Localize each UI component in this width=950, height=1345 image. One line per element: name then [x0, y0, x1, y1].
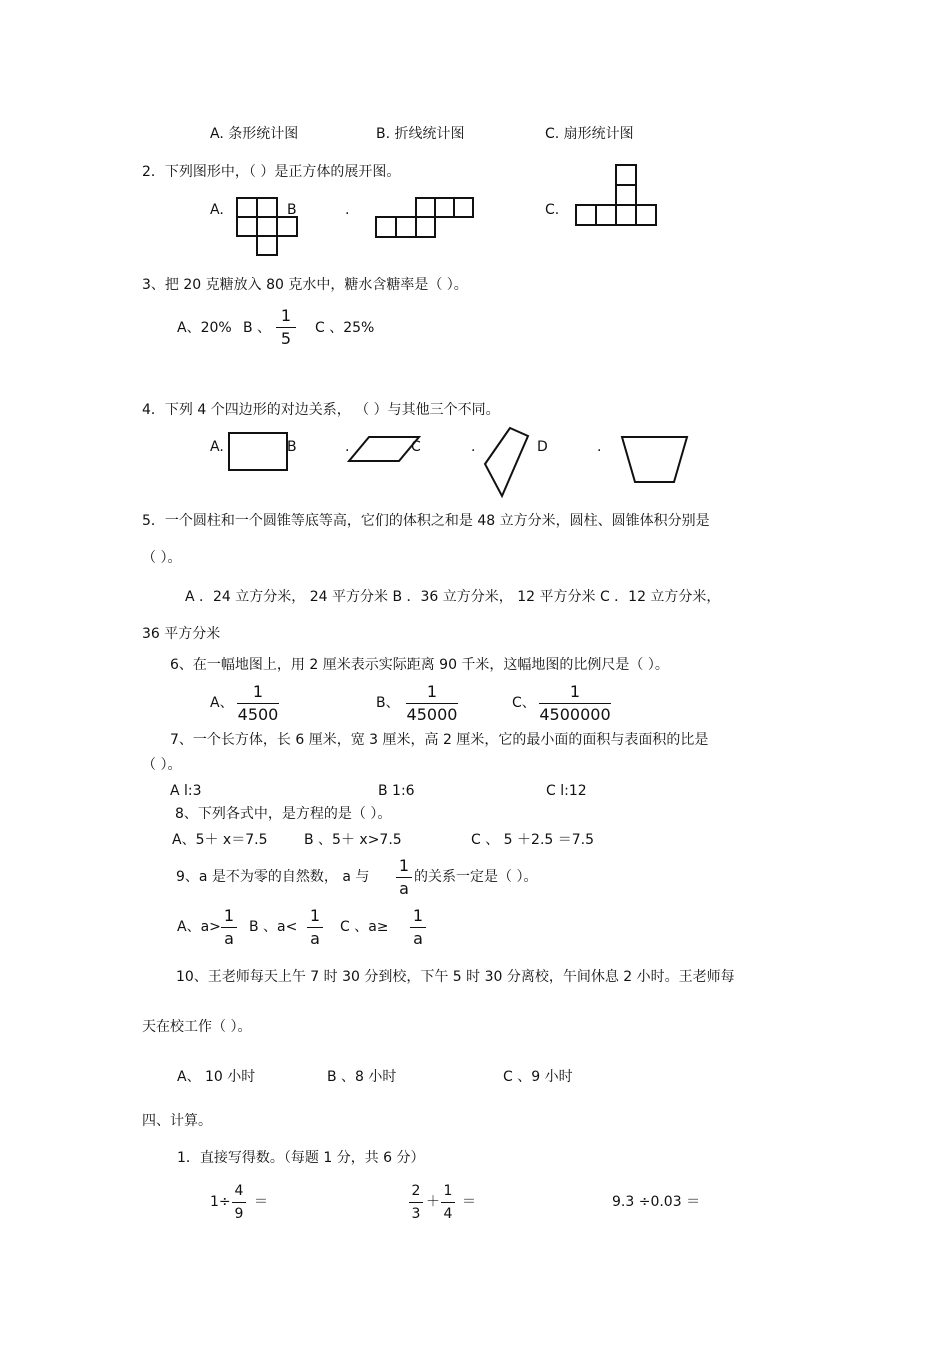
q9-option-a-fraction: [221, 907, 237, 948]
fraction-num: 1: [252, 682, 264, 701]
fraction-num: 1: [309, 906, 321, 925]
q4-rectangle: [228, 432, 290, 472]
fraction-den: 4: [443, 1206, 453, 1222]
fraction-bar: [276, 327, 296, 328]
q4-dot-1: .: [345, 439, 350, 455]
q8-option-b: B 、5＋ x>7.5: [304, 832, 402, 848]
q9-option-c: C 、a≥: [340, 919, 389, 935]
fraction-bar: [409, 1202, 423, 1203]
q3-option-b: B 、: [243, 320, 272, 336]
fraction-bar: [307, 927, 323, 928]
q3-option-c: C 、25%: [315, 320, 375, 336]
fraction-bar: [396, 877, 412, 878]
q9-option-b-fraction: [307, 907, 323, 948]
q8-option-c: C 、 5 ＋2.5 ＝7.5: [471, 832, 595, 848]
fraction-num: 1: [398, 856, 410, 875]
q3-fraction-den: 5: [280, 329, 292, 348]
q4-dot-2: .: [471, 439, 476, 455]
q6-option-b-label: B、: [376, 695, 400, 711]
q3-stem: 3、把 20 克糖放入 80 克水中，糖水含糖率是（ ）。: [142, 277, 468, 293]
q6-option-c-label: C、: [512, 695, 536, 711]
fraction-den: a: [413, 929, 423, 948]
q1-option-c: C. 扇形统计图: [545, 126, 634, 142]
q4-label-d: D: [537, 439, 548, 455]
fraction-bar: [221, 927, 237, 928]
q7-option-c: C l:12: [546, 783, 587, 799]
q7-option-b: B 1:6: [378, 783, 415, 799]
fraction-den: 4500: [237, 705, 279, 724]
q3-fraction-num: 1: [280, 306, 292, 325]
fraction-den: 45000: [406, 705, 458, 724]
q3-fraction: [276, 307, 296, 348]
q6-stem: 6、在一幅地图上，用 2 厘米表示实际距离 90 千米，这幅地图的比例尺是（ ）。: [170, 657, 669, 673]
q10-option-a: A、 10 小时: [177, 1069, 256, 1085]
q9-stem-pre: 9、a 是不为零的自然数， a 与: [176, 869, 370, 885]
fraction-bar: [237, 703, 279, 704]
q4-trapezoid: [620, 435, 690, 485]
calc-1-fraction: [232, 1182, 246, 1223]
fraction-num: 1: [569, 682, 581, 701]
fraction-den: a: [310, 929, 320, 948]
fraction-num: 2: [411, 1183, 421, 1199]
q8-stem: 8、下列各式中，是方程的是（ ）。: [175, 806, 392, 822]
q7-option-a: A l:3: [170, 783, 202, 799]
q2-net-b: [375, 197, 475, 239]
fraction-den: a: [399, 879, 409, 898]
q2-stem: 2．下列图形中，（ ）是正方体的展开图。: [142, 164, 401, 180]
fraction-bar: [406, 703, 458, 704]
q6-option-b-fraction: [406, 683, 458, 724]
fraction-bar: [410, 927, 426, 928]
q3-option-a: A、20%: [177, 320, 232, 336]
calc-3: 9.3 ÷0.03 ＝: [612, 1194, 701, 1210]
fraction-num: 1: [443, 1183, 453, 1199]
q4-stem: 4．下列 4 个四边形的对边关系， （ ）与其他三个不同。: [142, 402, 500, 418]
q9-option-c-fraction: [410, 907, 426, 948]
fraction-den: 4500000: [539, 705, 611, 724]
q9-option-b: B 、a<: [249, 919, 298, 935]
fraction-num: 1: [223, 906, 235, 925]
calc-2-plus: ＋: [426, 1194, 440, 1210]
q8-option-a: A、5＋ x＝7.5: [172, 832, 268, 848]
q10-line-1: 10、王老师每天上午 7 时 30 分到校，下午 5 时 30 分离校，午间休息 2 小时。王老师每: [176, 969, 735, 985]
fraction-den: a: [224, 929, 234, 948]
q1-option-b: B. 折线统计图: [376, 126, 465, 142]
q5-line-1: 5．一个圆柱和一个圆锥等底等高，它们的体积之和是 48 立方分米，圆柱、圆锥体积分别是: [142, 513, 710, 529]
q4-label-a: A.: [210, 439, 224, 455]
q7-line-2: （ ）。: [142, 757, 182, 773]
calc-1-equals: ＝: [254, 1194, 268, 1210]
q9-option-a: A、a>: [177, 919, 221, 935]
q4-rhombus: [484, 426, 530, 498]
q2-label-b: B: [287, 202, 297, 218]
q2-dot-b: .: [345, 202, 350, 218]
calc-2-equals: ＝: [462, 1194, 476, 1210]
q4-dot-3: .: [597, 439, 602, 455]
q5-line-2: （ ）。: [142, 550, 182, 566]
q6-option-c-fraction: [539, 683, 611, 724]
q6-option-a-label: A、: [210, 695, 234, 711]
calc-1-prefix: 1÷: [210, 1194, 231, 1210]
fraction-bar: [539, 703, 611, 704]
fraction-den: 9: [234, 1206, 244, 1222]
q2-net-c: [575, 164, 659, 228]
q2-label-c: C.: [545, 202, 560, 218]
q2-label-a: A.: [210, 202, 224, 218]
q10-line-2: 天在校工作（ ）。: [142, 1019, 252, 1035]
q9-stem-fraction: [396, 857, 412, 898]
fraction-num: 1: [426, 682, 438, 701]
q10-option-b: B 、8 小时: [327, 1069, 397, 1085]
q5-options: A ．24 立方分米， 24 平方分米 B ．36 立方分米， 12 平方分米 C ．12 立方分米，: [185, 589, 721, 605]
q4-label-b: B: [287, 439, 297, 455]
q9-stem-post: 的关系一定是（ ）。: [414, 869, 538, 885]
q7-line-1: 7、一个长方体，长 6 厘米，宽 3 厘米，高 2 厘米，它的最小面的面积与表面积的比是: [170, 732, 709, 748]
q10-option-c: C 、9 小时: [503, 1069, 573, 1085]
fraction-den: 3: [411, 1206, 421, 1222]
fraction-bar: [232, 1202, 246, 1203]
q5-line-4: 36 平方分米: [142, 626, 221, 642]
fraction-bar: [441, 1202, 455, 1203]
section-4-subtitle: 1．直接写得数。（每题 1 分，共 6 分）: [177, 1150, 425, 1166]
calc-2-fraction-2: [441, 1182, 455, 1223]
section-4-title: 四、计算。: [142, 1113, 212, 1129]
calc-2-fraction-1: [409, 1182, 423, 1223]
q6-option-a-fraction: [237, 683, 279, 724]
q1-option-a: A. 条形统计图: [210, 126, 299, 142]
fraction-num: 1: [412, 906, 424, 925]
q4-label-c: C: [411, 439, 421, 455]
fraction-num: 4: [234, 1183, 244, 1199]
